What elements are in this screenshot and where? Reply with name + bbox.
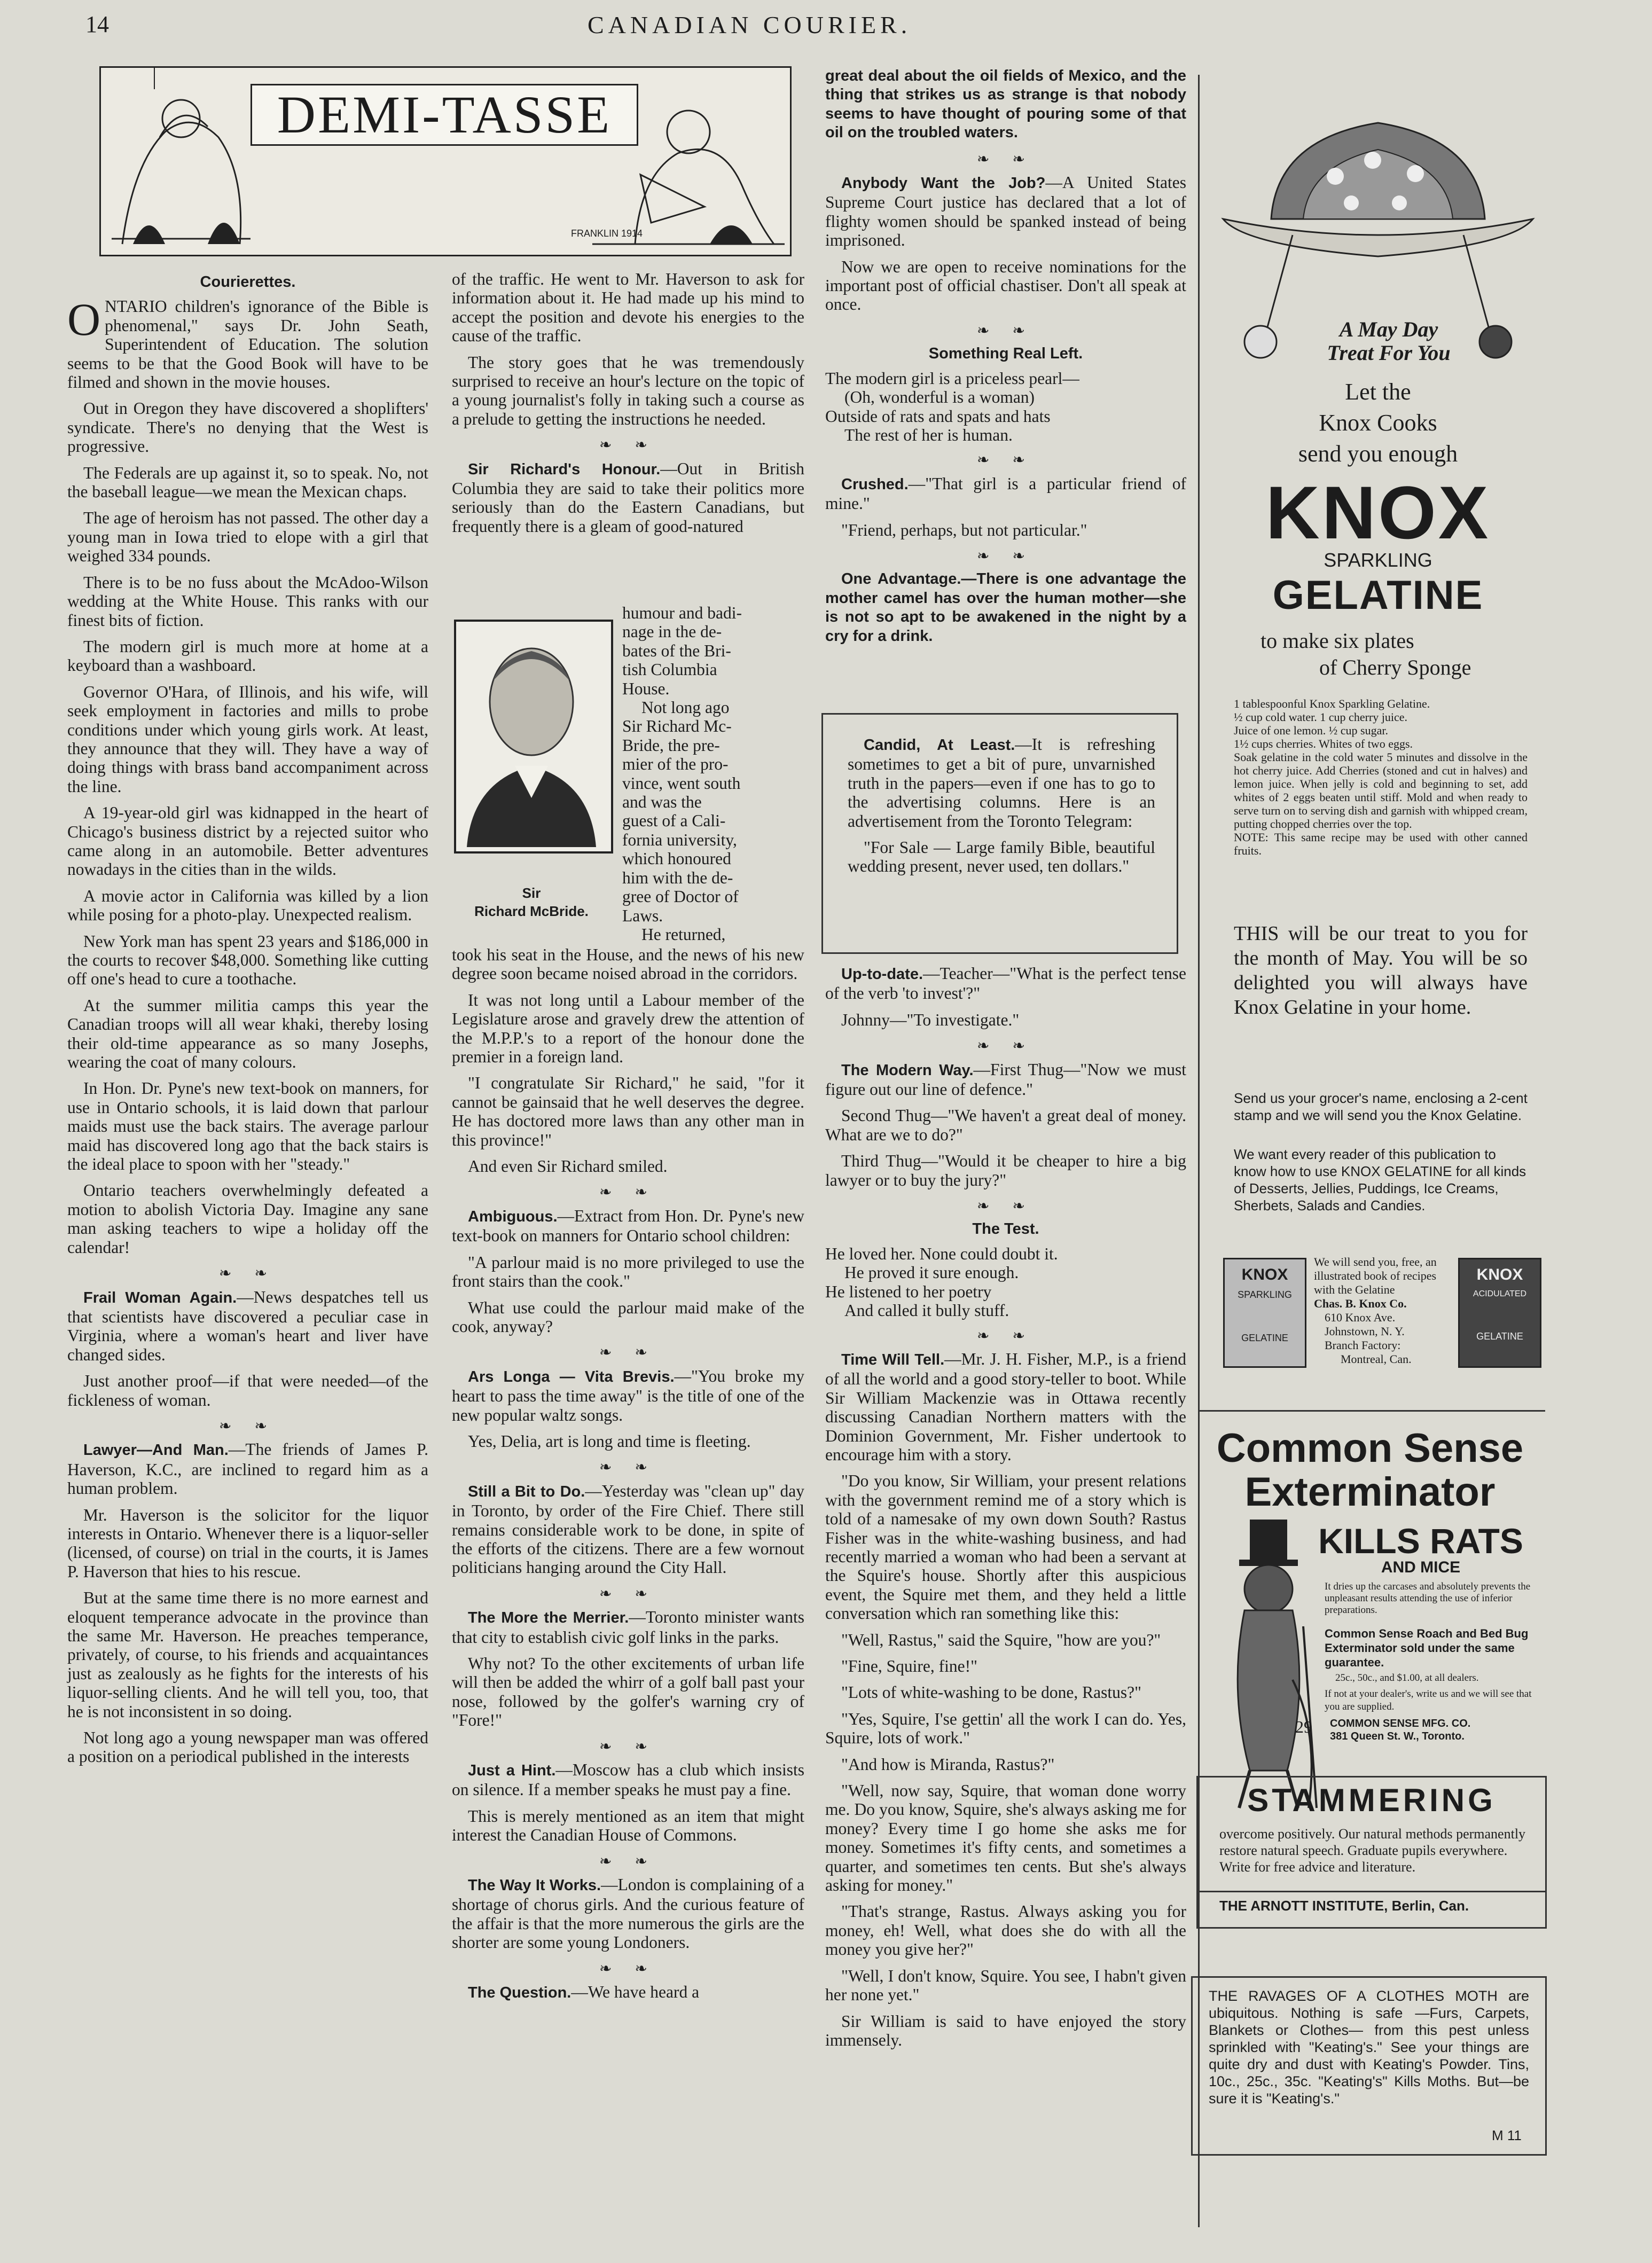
paragraph: "Well, Rastus," said the Squire, "how are you?" xyxy=(841,1630,1161,1649)
paragraph: One Advantage.—There is one advantage the mother camel has over the human mother—she is not so apt to be awakened in the night by a cry for a drink. xyxy=(825,570,1187,645)
publication-title: CANADIAN COURIER. xyxy=(588,11,912,38)
ornament: ❧ ❧ xyxy=(977,322,1035,339)
banner-title-left: DEMI xyxy=(277,85,422,144)
paragraph: "A parlour maid is no more privileged to use the front stairs than the cook." xyxy=(452,1252,804,1291)
banner-title xyxy=(250,84,638,146)
paragraph: The Way It Works.—London is complaining of a shortage of chorus girls. And the curious feature of the affair is that the more numerous the girls are the shorter are some young Londoners. xyxy=(452,1875,804,1952)
recipe: 1 tablespoonful Knox Sparkling Gelatine. ½ cup cold water. 1 cup cherry juice. Juice of one lemon. ½ cup sugar. 1½ cups cherries. Whites of two eggs. Soak gelatine in the cold water 5 minutes and dissolve in the hot cherry juice. Add Cherries (stoned and cut in halves) and lemon juice. When jelly is cold and beginning to set, add whites of 2 eggs beaten until stiff. Mold and when ready to serve turn on to serving dish and garnish with whipped cream, putting chopped cherries over the top. NOTE: This same recipe may be used with other canned fruits. xyxy=(1234,697,1528,857)
ad-make: to make six plates of Cherry Sponge xyxy=(1260,629,1471,679)
paragraph: What use could the parlour maid make of the cook, anyway? xyxy=(452,1298,804,1336)
demi-tasse-banner xyxy=(99,66,792,256)
ornament: ❧ ❧ xyxy=(599,1738,657,1755)
paragraph: Time Will Tell.—Mr. J. H. Fisher, M.P., is a friend of all the world and a good story-teller to boot. While Sir William Mackenzie was in Ottawa recently discussing Canadian Northern matters with the Dominion Government, Mr. Fisher undertook to encourage him with a story. xyxy=(825,1349,1186,1464)
ad-number: 29 xyxy=(1295,1717,1312,1736)
paragraph: Anybody Want the Job?—A United States Supreme Court justice has declared that a lot of flighty women should be spanked instead of being imprisoned. xyxy=(825,173,1186,250)
paragraph: Ars Longa — Vita Brevis.—"You broke my heart to pass the time away" is the title of one of the new popular waltz songs. xyxy=(452,1366,804,1424)
ad-company: COMMON SENSE MFG. CO. 381 Queen St. W., Toronto. xyxy=(1330,1718,1471,1742)
ornament: ❧ ❧ xyxy=(977,151,1035,168)
ad-prices: 25c., 50c., and $1.00, at all dealers. xyxy=(1335,1672,1479,1683)
column-3: great deal about the oil fields of Mexico, and the thing that strikes us as strange is that nobody seems to have thought of pouring some of that oil on the troubled waters. ❧ ❧ Anybody Want the Job?—A United States Supreme Court justice has declared that a lot of flighty women should be spanked instead of being imprisoned. Now we are open to receive nominations for the important post of official chastiser. Don't all speak at once. ❧ ❧ Something Real Left. The modern girl is a priceless pearl— (Oh, wonderful is a woman) Outside of rats and spats and hats The rest of her is human. ❧ ❧ Crushed.—"That girl is a particular friend of mine." "Friend, perhaps, but not particular." ❧ ❧ One Advantage.—There is one advantage the mother camel has over the human mother—she is not so apt to be awakened in the night by a cry for a drink. xyxy=(825,67,1186,653)
paragraph: But at the same time there is no more earnest and eloquent temperance advocate in the province than the same Mr. Haverson. He preaches temperance, privately, of course, to his friends and acquaintances just as zealously as he fights for the interests of his liquor-selling clients. And he will tell you, too, that he is not inconsistent in so doing. xyxy=(67,1588,428,1721)
paragraph: A 19-year-old girl was kidnapped in the heart of Chicago's business district by a rejected suitor who came along in an automobile. Better adventures nowadays in the cities than in the wilds. xyxy=(67,803,428,879)
paragraph: "And how is Miranda, Rastus?" xyxy=(841,1755,1055,1774)
banner-title-joiner: - xyxy=(422,85,442,144)
paragraph: Second Thug—"We haven't a great deal of money. What are we to do?" xyxy=(825,1106,1186,1144)
paragraph: Why not? To the other excitements of urban life will then be added the whirr of a golf ball past your nose, followed by the golfer's warning cry of "Fore!" xyxy=(452,1654,804,1730)
paragraph: The More the Merrier.—Toronto minister wants that city to establish civic golf links in the parks. xyxy=(452,1608,804,1647)
page-number: 14 xyxy=(85,11,109,37)
ornament: ❧ ❧ xyxy=(599,1585,657,1602)
drop-cap: O xyxy=(67,294,101,346)
paragraph: Sir Richard's Honour.—Out in British Columbia they are said to take their politics more seriously than do the Eastern Canadians, but frequently there is a gleam of good-natured xyxy=(452,459,805,536)
paragraph: Crushed.—"That girl is a particular friend of mine." xyxy=(825,474,1186,513)
paragraph: There is to be no fuss about the McAdoo-Wilson wedding at the White House. This ranks with our finest bits of fiction. xyxy=(67,573,428,630)
stammering-ad xyxy=(1196,1776,1547,1929)
ornament: ❧ ❧ xyxy=(219,1418,277,1435)
paragraph: Mr. Haverson is the solicitor for the liquor interests in Ontario. Whenever there is a liquor-seller (licensed, of course) on trial in the courts, it is James P. Haverson that hies to his rescue. xyxy=(67,1505,428,1581)
ad-let-the-cooks: Let the Knox Cooks send you enough xyxy=(1298,379,1458,467)
paragraph: At the summer militia camps this year the Canadian troops will all wear khaki, thereby losing their old-time appearance as so many Josephs, wearing the coat of many colours. xyxy=(67,996,428,1072)
portrait-image xyxy=(456,622,607,847)
paragraph: "That's strange, Rastus. Always asking you for money, eh! Well, what does she do with all the money you give her?" xyxy=(825,1902,1186,1959)
ornament: ❧ ❧ xyxy=(599,437,657,454)
ornament: ❧ ❧ xyxy=(977,1198,1035,1215)
column-3-bottom: Up-to-date.—Teacher—"What is the perfect tense of the verb 'to invest'?" Johnny—"To investigate." ❧ ❧ The Modern Way.—First Thug—"Now we must figure out our line of defence." Second Thug—"We haven't a great deal of money. What are we to do?" Third Thug—"Would it be cheaper to hire a big lawyer or to buy the jury?" ❧ ❧ The Test. He loved her. None could doubt it. He proved it sure enough. He listened to her poetry And called it bully stuff. ❧ ❧ Time Will Tell.—Mr. J. H. Fisher, M.P., is a friend of all the world and a good story-teller to boot. While Sir William Mackenzie was in Ottawa recently discussing Canadian Northern matters with the Dominion Government, Mr. Fisher undertook to encourage him with a story. "Do you know, Sir William, your present relations with the government remind me of a story which is told of a namesake of my own down South? Rastus Fisher was in the white-washing business, and had recently married a woman who had been a servant at the Squire's house. Shortly after this auspicious event, the Squire met them, and they held a little conversation which ran something like this: "Well, Rastus," said the Squire, "how are you?" "Fine, Squire, fine!" "Lots of white-washing to be done, Rastus?" "Yes, Squire, I'se gettin' all the work I can do. Yes, Squire, lots of work." "And how is Miranda, Rastus?" "Well, now say, Squire, that woman done worry me. Do you know, Squire, she's always asking me for money? Every time I go home she asks me for money. Sometimes it's fifty cents, and sometimes a quarter, and sometimes ten cents. But she's always asking for money." "That's strange, Rastus. Always asking you for money, eh! Well, what does she do with all the money you give her?" "Well, I don't know, Squire. You see, I habn't given her none yet." Sir William is said to have enjoyed the story immensely. xyxy=(825,964,1187,2049)
paragraph: The Federals are up against it, so to speak. No, not the baseball league—we mean the Mexican chaps. xyxy=(67,463,428,502)
ad-divider xyxy=(1198,1410,1545,1412)
ornament: ❧ ❧ xyxy=(599,1459,657,1476)
paragraph: Not long ago a young newspaper man was offered a position on a periodical published in the interests xyxy=(67,1728,428,1766)
paragraph: Yes, Delia, art is long and time is fleeting. xyxy=(468,1431,751,1451)
paragraph: "Lots of white-washing to be done, Rastus?" xyxy=(841,1683,1142,1702)
knox-gelatine-ad xyxy=(1212,75,1544,1399)
ad-kills-rats: KILLS RATS xyxy=(1318,1521,1523,1561)
paragraph: It was not long until a Labour member of the Legislature arose and gravely drew the attention of the M.P.P.'s to a report of the honour done the premier in a foreign land. xyxy=(452,990,804,1067)
candid-box xyxy=(821,713,1178,954)
ad-and-mice: AND MICE xyxy=(1381,1559,1461,1576)
ad-tagline: A May Day Treat For You xyxy=(1327,317,1451,365)
portrait-side-text: humour and badi- nage in the de- bates of the Bri- tish Columbia House. Not long ago Sir Richard Mc- Bride, the pre- mier of the pro- vince, went south and was the guest of a Cali- fornia university, which honoured him with the de- gree of Doctor of Laws. He returned, xyxy=(622,604,742,944)
ornament: ❧ ❧ xyxy=(977,1327,1035,1344)
keatings-moth-ad xyxy=(1191,1976,1547,2156)
paragraph: Candid, At Least.—It is refreshing sometimes to get a bit of pure, unvarnished truth in the papers—even if one has to go to the advertising columns. Here is an advertisement from the Toronto Telegram: xyxy=(848,735,1155,831)
paragraph: of the traffic. He went to Mr. Haverson to ask for information about it. He had made up his mind to accept the position and devote his energies to the cause of the traffic. xyxy=(452,270,804,346)
ad-stammering-body: overcome positively. Our natural methods permanently restore natural speech. Graduate pupils everywhere. Write for free advice and literature. xyxy=(1219,1826,1526,1875)
paragraph: The story goes that he was tremendously surprised to receive an hour's lecture on the topic of a young journalist's folly in taking such a course as a prelude to getting the instructions he needed. xyxy=(452,353,804,428)
ad-stammering-title: STAMMERING xyxy=(1247,1782,1496,1818)
poem-title: The Test. xyxy=(972,1220,1039,1238)
paragraph: Lawyer—And Man.—The friends of James P. Haverson, K.C., are inclined to regard him as a human problem. xyxy=(67,1440,428,1498)
ornament: ❧ ❧ xyxy=(977,1038,1035,1055)
ornament: ❧ ❧ xyxy=(219,1265,277,1282)
paragraph: great deal about the oil fields of Mexico, and the thing that strikes us as strange is that nobody seems to have thought of pouring some of that oil on the troubled waters. xyxy=(825,67,1186,142)
paragraph: The Modern Way.—First Thug—"Now we must figure out our line of defence." xyxy=(825,1060,1187,1099)
paragraph: The modern girl is much more at home at a keyboard than a washboard. xyxy=(67,637,428,675)
paragraph: "For Sale — Large family Bible, beautiful wedding present, never used, ten dollars." xyxy=(848,838,1155,876)
ad-send: Send us your grocer's name, enclosing a 2-cent stamp and we will send you the Knox Gelatine. xyxy=(1234,1090,1528,1123)
paragraph: "Fine, Squire, fine!" xyxy=(841,1657,977,1675)
portrait-sir-richard-mcbride xyxy=(454,620,613,853)
ornament: ❧ ❧ xyxy=(599,1344,657,1361)
paragraph: Ambiguous.—Extract from Hon. Dr. Pyne's new text-book on manners for Ontario school children: xyxy=(452,1206,804,1246)
ad-desc: It dries up the carcases and absolutely prevents the unpleasant results attending the use of inferior preparations. xyxy=(1325,1581,1531,1616)
ornament: ❧ ❧ xyxy=(977,452,1035,469)
paragraph: "I congratulate Sir Richard," he said, "for it cannot be gainsaid that he well deserves the degree. He has doctored more laws than any other man in this province!" xyxy=(452,1074,804,1149)
ad-want: We want every reader of this publication to know how to use KNOX GELATINE for all kinds of Desserts, Jellies, Puddings, Ice Creams, Sherbets, Salads and Candies. xyxy=(1234,1146,1526,1213)
paragraph: Up-to-date.—Teacher—"What is the perfect tense of the verb 'to invest'?" xyxy=(825,964,1186,1003)
column-2-bottom xyxy=(452,945,804,2010)
paragraph: Sir William is said to have enjoyed the story immensely. xyxy=(825,2011,1186,2049)
lead-paragraph: ONTARIO children's ignorance of the Bible is phenomenal," says Dr. John Seath, Superintendent of Education. The solution seems to be that the Good Book will have to be filmed and shown in the movie houses. xyxy=(67,294,428,392)
paragraph: In Hon. Dr. Pyne's new text-book on manners, for use in Ontario schools, it is laid down that parlour maids must use the back stairs. The average parlour maid has discovered long ago that the back stairs is the ideal place to spoon with her "steady." xyxy=(67,1079,428,1174)
paragraph: Johnny—"To investigate." xyxy=(841,1010,1020,1029)
paragraph: took his seat in the House, and the news of his new degree soon became noised abroad in the corridors. xyxy=(452,945,804,983)
paragraph: Out in Oregon they have discovered a shoplifters' syndicate. There's no denying that the West is progressive. xyxy=(67,399,428,456)
paragraph: "Do you know, Sir William, your present relations with the government remind me of a story which is told of a namesake of my own down South? Rastus Fisher was in the white-washing business, and had recently married a woman who had been a servant at the Squire's house. Shortly after this auspicious event, the Squire met them, and they held a little conversation which ran something like this: xyxy=(825,1471,1186,1623)
paragraph: Just another proof—if that were needed—of the fickleness of woman. xyxy=(67,1372,428,1410)
ad-sparkling: SPARKLING xyxy=(1324,549,1432,571)
paragraph: "Well, I don't know, Squire. You see, I habn't given her none yet." xyxy=(825,1966,1186,2004)
paragraph: New York man has spent 23 years and $186,000 in the courts to recover $48,000. Something like cutting off one's head to cure a toothache. xyxy=(67,931,428,989)
column-1 xyxy=(67,270,428,1774)
ad-gelatine: GELATINE xyxy=(1272,573,1484,618)
ad-title-2: Exterminator xyxy=(1244,1469,1496,1515)
ad-dealer: If not at your dealer's, write us and we will see that you are supplied. xyxy=(1325,1688,1532,1712)
paragraph: The age of heroism has not passed. The other day a young man in Iowa tried to elope with a girl that weighed 334 pounds. xyxy=(67,508,428,566)
paragraph: Now we are open to receive nominations for the important post of official chastiser. Don't all speak at once. xyxy=(825,257,1186,314)
paragraph: "Friend, perhaps, but not particular." xyxy=(841,520,1087,539)
ad-stammering-institute: THE ARNOTT INSTITUTE, Berlin, Can. xyxy=(1219,1898,1469,1914)
ad-moth-code: M 11 xyxy=(1492,2127,1522,2143)
gelatine-box-acidulated: KNOX ACIDULATED GELATINE xyxy=(1458,1258,1541,1368)
ad-moth-body: THE RAVAGES OF A CLOTHES MOTH are ubiquitous. Nothing is safe —Furs, Carpets, Blankets or Clothes— from this pest unless sprinkled with "Keating's." See your things are quite dry and dust with Keating's Powder. Tins, 10c., 25c., 35c. "Keating's" Kills Moths. But—be sure it is "Keating's." xyxy=(1209,1988,1529,2107)
paragraph: The Question.—We have heard a xyxy=(468,1983,700,2002)
paragraph: Frail Woman Again.—News despatches tell us that scientists have discovered a peculiar case in Virginia, where a woman's heart and liver have changed sides. xyxy=(67,1287,428,1364)
paragraph: And even Sir Richard smiled. xyxy=(468,1157,668,1176)
candid-text xyxy=(848,735,1155,883)
paragraph: Third Thug—"Would it be cheaper to hire a big lawyer or to buy the jury?" xyxy=(825,1152,1186,1189)
paragraph: A movie actor in California was killed by a lion while posing for a photo-play. Unexpected realism. xyxy=(67,886,428,925)
ad-book-offer: We will send you, free, an illustrated book of recipes with the Gelatine Chas. B. Knox Co. 610 Knox Ave. Johnstown, N. Y. Branch Factory: Montreal, Can. xyxy=(1314,1255,1437,1366)
portrait-caption: Sir Richard McBride. xyxy=(474,885,589,919)
ornament: ❧ ❧ xyxy=(977,547,1035,565)
gelatine-box-sparkling: KNOX SPARKLING GELATINE xyxy=(1223,1258,1306,1368)
ad-title-1: Common Sense xyxy=(1216,1426,1524,1471)
banner-title-right: TASSE xyxy=(442,85,612,144)
paragraph: Ontario teachers overwhelmingly defeated a motion to abolish Victoria Day. Imagine any sane man asking teachers to wipe a holiday off the calendar! xyxy=(67,1181,428,1257)
ornament: ❧ ❧ xyxy=(599,1184,657,1201)
ad-roach: Common Sense Roach and Bed Bug Exterminator sold under the same guarantee. xyxy=(1325,1627,1529,1669)
ad-treat: THIS will be our treat to you for the month of May. You will be so delighted you will always have Knox Gelatine in your home. xyxy=(1234,922,1528,1019)
column-2-top xyxy=(452,270,804,543)
paragraph: Just a Hint.—Moscow has a club which insists on silence. If a member speaks he must pay a fine. xyxy=(452,1760,804,1799)
ornament: ❧ ❧ xyxy=(599,1960,657,1977)
banner-artist-signature: FRANKLIN 1914 xyxy=(571,228,643,239)
paragraph: This is merely mentioned as an item that might interest the Canadian House of Commons. xyxy=(452,1806,804,1845)
section-heading: Courierettes. xyxy=(200,273,296,291)
paragraph: Governor O'Hara, of Illinois, and his wife, will seek employment in factories and mills to probe conditions under which young girls work. At least, they announce that they will. They have a way of doing things with brass band accompaniment across the line. xyxy=(67,682,428,796)
poem-title: Something Real Left. xyxy=(928,345,1083,363)
paragraph: "Yes, Squire, I'se gettin' all the work I can do. Yes, Squire, lots of work." xyxy=(825,1709,1186,1748)
knox-logo: KNOX xyxy=(1265,471,1491,554)
ornament: ❧ ❧ xyxy=(599,1853,657,1870)
paragraph: "Well, now say, Squire, that woman done worry me. Do you know, Squire, she's always asking me for money? Every time I go home she asks me for money. Sometimes it's fifty cents, and sometimes a quarter, and sometimes ten cents. But she's always asking for money." xyxy=(825,1781,1186,1895)
paragraph: Still a Bit to Do.—Yesterday was "clean up" day in Toronto, by order of the Fire Chief. There still remains considerable work to be done, in spite of the efforts of the citizens. There are a few wornout politicians hanging around the City Hall. xyxy=(452,1481,804,1577)
